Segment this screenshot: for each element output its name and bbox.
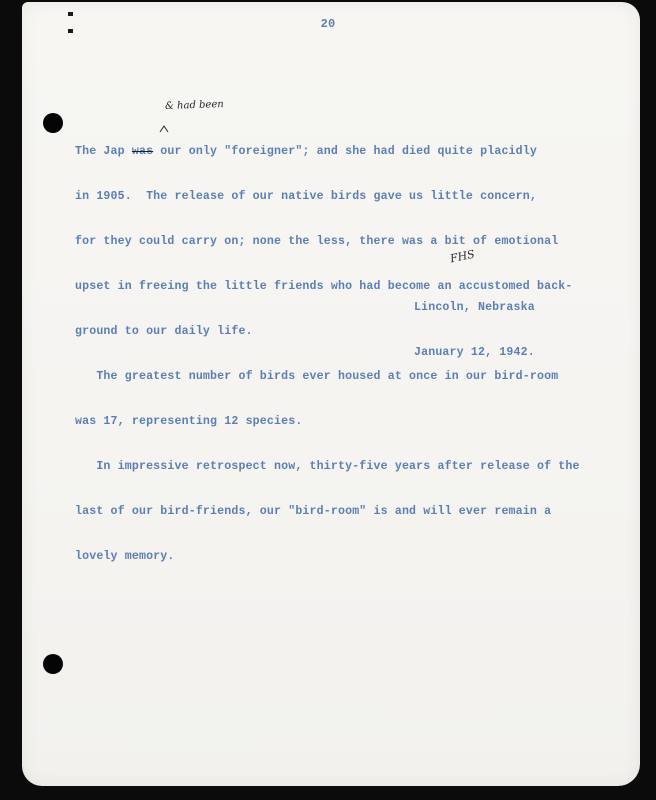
body-line-1 <box>75 144 580 159</box>
struck-word: was <box>131 145 154 158</box>
body-line: lovely memory. <box>75 550 175 563</box>
body-line: was 17, representing 12 species. <box>75 415 303 428</box>
page-number: 20 <box>320 17 336 31</box>
body-line: ground to our daily life. <box>75 325 253 338</box>
handwritten-insertion: & had been <box>164 98 224 113</box>
signature-date: January 12, 1942. <box>414 346 535 359</box>
signature-block <box>414 270 535 390</box>
body-line: upset in freeing the little friends who had become an accustomed back- <box>75 280 573 293</box>
line-1-prefix: The Jap <box>75 145 132 158</box>
signature-place: Lincoln, Nebraska <box>414 301 535 314</box>
punch-hole <box>43 654 63 674</box>
handwritten-initials: FHS <box>448 247 476 266</box>
body-line: for they could carry on; none the less, there was a bit of emotional <box>75 235 559 248</box>
body-line: In impressive retrospect now, thirty-five years after release of the <box>75 460 580 473</box>
edge-mark <box>68 12 73 16</box>
body-line: last of our bird-friends, our "bird-room" is and will ever remain a <box>75 505 552 518</box>
body-line: in 1905. The release of our native birds gave us little concern, <box>75 190 537 203</box>
body-line: The greatest number of birds ever housed at once in our bird-room <box>75 370 559 383</box>
line-1-suffix: our only "foreigner"; and she had died quite placidly <box>153 145 537 158</box>
punch-hole <box>43 113 63 133</box>
